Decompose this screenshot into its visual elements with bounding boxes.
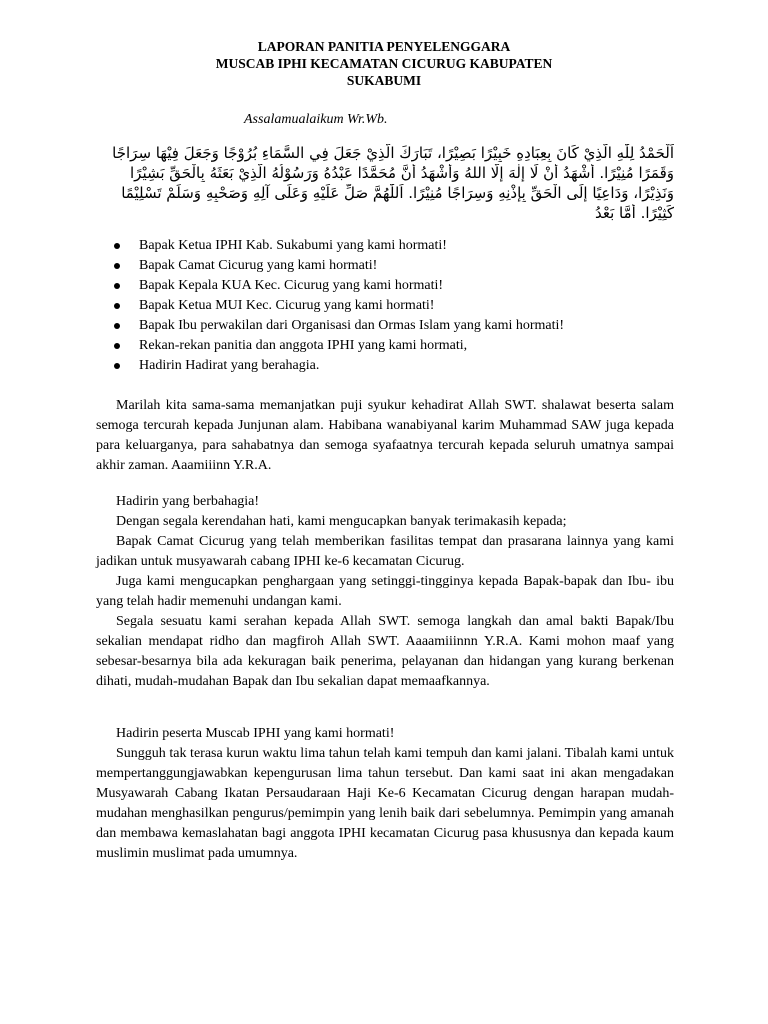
list-item: [112, 236, 564, 256]
bullet-icon: [114, 303, 120, 309]
paragraph-text: Juga kami mengucapkan penghargaan yang setinggi-tingginya kepada Bapak-bapak dan Ibu- ibu yang telah hadir memenuhi undangan kami.: [96, 574, 674, 609]
list-item: [112, 256, 564, 276]
list-item: [112, 356, 564, 376]
list-item-text: Bapak Kepala KUA Kec. Cicurug yang kami hormati!: [139, 278, 444, 293]
bullet-icon: [114, 283, 120, 289]
greeting: Assalamualaikum Wr.Wb.: [244, 112, 388, 127]
paragraph-text: Sungguh tak terasa kurun waktu lima tahun telah kami tempuh dan kami jalani. Tibalah kami untuk mempertanggungjawabkan kepengurusan lima tahun tersebut. Dan kami saat ini akan mengadakan Musyawarah Cabang Ikatan Persaudaraan Haji Ke-6 Kecamatan Cicurug dengan harapan mudah-mudahan menghasilkan pengurus/pemimpin yang lenih baik dari sebelumnya. Pemimpin yang amanah dan membawa kemaslahatan bagi anggota IPHI kecamatan Cicurug pasa khususnya dan kepada kaum muslimin muslimat pada umumnya.: [96, 746, 674, 861]
list-item-text: Bapak Ketua MUI Kec. Cicurug yang kami hormati!: [139, 298, 435, 313]
list-item: [112, 316, 564, 336]
list-item-text: Bapak Ibu perwakilan dari Organisasi dan Ormas Islam yang kami hormati!: [139, 318, 565, 333]
paragraph-text: Dengan segala kerendahan hati, kami mengucapkan banyak terimakasih kepada;: [116, 514, 567, 529]
arabic-opening-line-4: كَثِيْرًا. أَمَّا بَعْدُ: [595, 204, 674, 222]
paragraph-text: Segala sesuatu kami serahan kepada Allah SWT. semoga langkah dan amal bakti Bapak/Ibu sekalian mendapat ridho dan magfiroh Allah SWT. Aaaamiiinnn Y.R.A. Kami mohon maaf yang sebesar-besarnya bila ada kekuragan baik penerima, pelayanan dan hidangan yang kurang berkenan dihati, mudah-mudahan Bapak dan Ibu sekalian dapat memaafkannya.: [96, 614, 674, 689]
paragraph-text: Marilah kita sama-sama memanjatkan puji syukur kehadirat Allah SWT. shalawat beserta salam semoga tercurah kepada Junjunan alam. Habibana wanabiyanal karim Muhammad SAW juga kepada para keluarganya, para sahabatnya dan semoga syafaatnya tercurah kepada seluruh umatnya sampai akhir zaman. Aaamiiinn Y.R.A.: [96, 398, 674, 473]
report-section: [96, 724, 674, 864]
arabic-opening-line-1: اَلْحَمْدُ لِلّٰهِ الَّذِيْ كَانَ بِعِبَادِهِ خَبِيْرًا بَصِيْرًا، تَبَارَكَ الَّذِيْ جَعَلَ فِي السَّمَاءِ بُرُوْجًا وَجَعَلَ فِيْهَا سِرَاجًا: [112, 144, 674, 162]
bullet-icon: [114, 363, 120, 369]
paragraph-text: Bapak Camat Cicurug yang telah memberikan fasilitas tempat dan prasarana lainnya yang kami jadikan untuk musyawarah cabang IPHI ke-6 kecamatan Cicurug.: [96, 534, 674, 569]
opening-paragraph: [96, 396, 674, 476]
document-title-line-1: LAPORAN PANITIA PENYELENGGARA: [257, 39, 511, 54]
salutation-list: [112, 236, 564, 376]
thanks-section: [96, 492, 674, 692]
list-item: [112, 276, 564, 296]
bullet-icon: [114, 243, 120, 249]
arabic-opening-line-3: وَنَذِيْرًا، وَدَاعِيًا إِلَى الْحَقِّ بِإِذْنِهِ وَسِرَاجًا مُنِيْرًا. اَللّٰهُمَّ صَلِّ عَلَيْهِ وَعَلَى آلِهِ وَصَحْبِهِ وَسَلِّمْ تَسْلِيْمًا: [121, 184, 674, 202]
list-item: [112, 336, 564, 356]
document-title-line-3: SUKABUMI: [346, 73, 422, 88]
list-item-text: Rekan-rekan panitia dan anggota IPHI yang kami hormati,: [139, 338, 468, 353]
bullet-icon: [114, 323, 120, 329]
document-title-line-2: MUSCAB IPHI KECAMATAN CICURUG KABUPATEN: [215, 56, 553, 71]
bullet-icon: [114, 263, 120, 269]
list-item-text: Hadirin Hadirat yang berahagia.: [139, 358, 320, 373]
bullet-icon: [114, 343, 120, 349]
arabic-opening-line-2: وَقَمَرًا مُنِيْرًا. أَشْهَدُ أَنْ لَا إِلٰهَ إِلَّا اللهُ وَأَشْهَدُ أَنَّ مُحَمَّدًا عَبْدُهُ وَرَسُوْلُهُ الَّذِيْ بَعَثَهُ بِالْحَقِّ بَشِيْرًا: [130, 164, 674, 182]
list-item: [112, 296, 564, 316]
paragraph-text: Hadirin yang berbahagia!: [116, 494, 260, 509]
paragraph-text: Hadirin peserta Muscab IPHI yang kami hormati!: [116, 726, 395, 741]
list-item-text: Bapak Ketua IPHI Kab. Sukabumi yang kami hormati!: [139, 238, 447, 253]
list-item-text: Bapak Camat Cicurug yang kami hormati!: [139, 258, 378, 273]
